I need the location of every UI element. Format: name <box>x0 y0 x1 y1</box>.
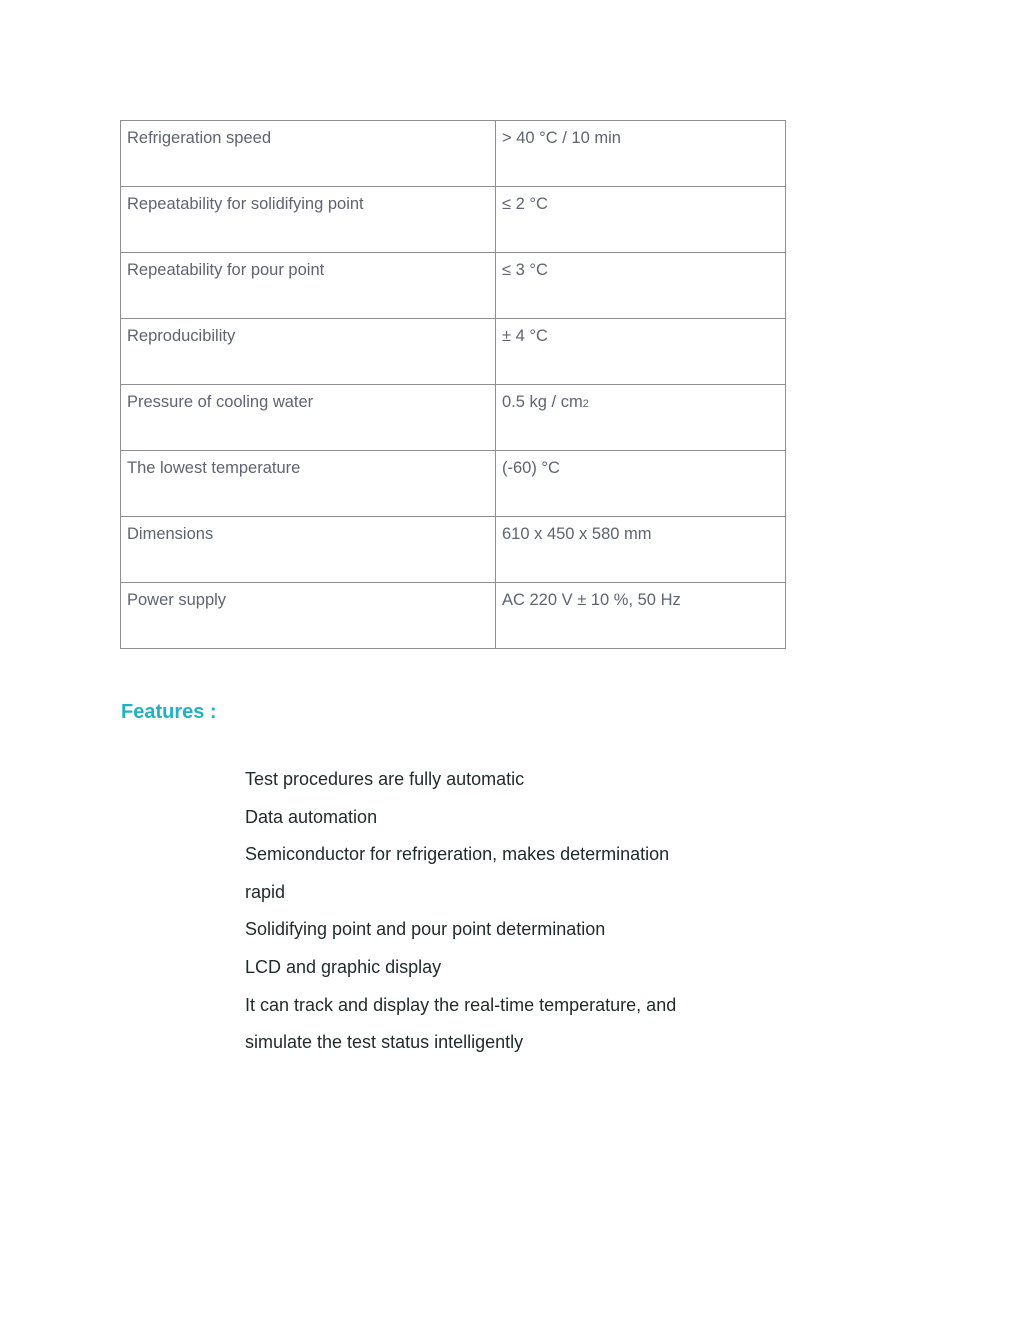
spec-value: ± 4 °C <box>496 319 786 385</box>
table-row <box>121 253 786 319</box>
table-row <box>121 319 786 385</box>
feature-line: It can track and display the real-time temperature, and <box>245 994 677 1015</box>
spec-label: Repeatability for solidifying point <box>121 187 496 253</box>
spec-value: AC 220 V ± 10 %, 50 Hz <box>496 583 786 649</box>
spec-value-cell <box>496 385 786 451</box>
table-row <box>121 517 786 583</box>
spec-value: > 40 °C / 10 min <box>496 121 786 187</box>
spec-value: ≤ 2 °C <box>496 187 786 253</box>
spec-value: 0.5 kg / cm <box>502 393 583 411</box>
table-row <box>121 187 786 253</box>
feature-line: Test procedures are fully automatic <box>245 769 525 789</box>
feature-line: Semiconductor for refrigeration, makes determination <box>245 844 670 865</box>
table-row <box>121 385 786 451</box>
table-row <box>121 583 786 649</box>
spec-label: The lowest temperature <box>121 451 496 517</box>
feature-line: rapid <box>245 881 286 902</box>
table-row <box>121 121 786 187</box>
features-list <box>245 761 725 1062</box>
spec-value: 610 x 450 x 580 mm <box>496 517 786 583</box>
spec-label: Pressure of cooling water <box>121 385 496 451</box>
spec-label: Repeatability for pour point <box>121 253 496 319</box>
spec-label: Power supply <box>121 583 496 649</box>
spec-value: ≤ 3 °C <box>496 253 786 319</box>
spec-value-exponent: 2 <box>582 398 589 410</box>
table-row <box>121 451 786 517</box>
features-heading: Features : <box>121 701 217 723</box>
feature-line: LCD and graphic display <box>245 956 442 977</box>
specifications-table <box>120 120 786 649</box>
feature-line: simulate the test status intelligently <box>245 1032 524 1053</box>
feature-line: Solidifying point and pour point determination <box>245 919 606 940</box>
spec-value: (-60) °C <box>496 451 786 517</box>
feature-line: Data automation <box>245 806 378 827</box>
spec-label: Reproducibility <box>121 319 496 385</box>
spec-label: Dimensions <box>121 517 496 583</box>
spec-label: Refrigeration speed <box>121 121 496 187</box>
